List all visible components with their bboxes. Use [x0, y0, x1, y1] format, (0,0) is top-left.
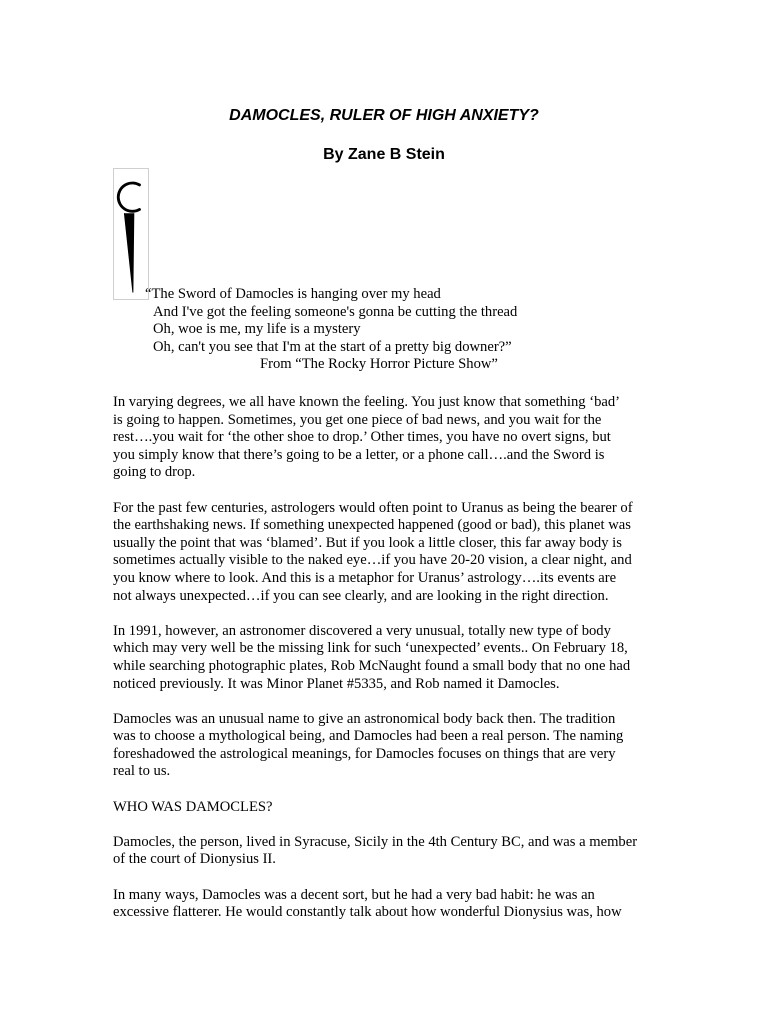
section-heading-text: WHO WAS DAMOCLES?: [113, 798, 273, 815]
text-line: real to us.: [113, 763, 171, 780]
text-line: Damocles, the person, lived in Syracuse, Sicily in the 4th Century BC, and was a member: [113, 833, 638, 850]
text-line: Damocles was an unusual name to give an astronomical body back then. The tradition: [113, 710, 616, 727]
song-quote: [145, 286, 517, 374]
section-heading: [113, 799, 658, 817]
quote-line: Oh, woe is me, my life is a mystery: [153, 321, 361, 338]
author-byline: By Zane B Stein: [323, 146, 445, 163]
paragraph-discovery: [113, 623, 658, 693]
quote-source: From “The Rocky Horror Picture Show”: [260, 356, 498, 373]
text-line: which may very well be the missing link for such ‘unexpected’ events.. On February 18,: [113, 640, 628, 657]
text-line: rest….you wait for ‘the other shoe to drop.’ Other times, you have no overt signs, but: [113, 429, 611, 446]
text-line: of the court of Dionysius II.: [113, 851, 276, 868]
text-line: sometimes actually visible to the naked eye…if you have 20-20 vision, a clear night, and: [113, 552, 632, 569]
text-line: going to drop.: [113, 464, 196, 481]
paragraph-uranus: [113, 500, 658, 606]
quote-line: And I've got the feeling someone's gonna be cutting the thread: [153, 303, 518, 320]
text-line: is going to happen. Sometimes, you get one piece of bad news, and you wait for the: [113, 411, 602, 428]
text-line: For the past few centuries, astrologers would often point to Uranus as being the bearer of: [113, 499, 633, 516]
text-line: foreshadowed the astrological meanings, for Damocles focuses on things that are very: [113, 745, 616, 762]
quote-line: “The Sword of Damocles is hanging over my head: [145, 286, 441, 302]
quote-line: Oh, can't you see that I'm at the start of a pretty big downer?”: [153, 338, 512, 355]
document-title: DAMOCLES, RULER OF HIGH ANXIETY?: [229, 107, 539, 124]
text-line: In many ways, Damocles was a decent sort, but he had a very bad habit: he was an: [113, 886, 595, 903]
text-line: not always unexpected…if you can see clearly, and are looking in the right direction.: [113, 587, 609, 604]
text-line: you know where to look. And this is a metaphor for Uranus’ astrology….its events are: [113, 569, 617, 586]
text-line: you simply know that there’s going to be a letter, or a phone call….and the Sword is: [113, 446, 605, 463]
text-line: the earthshaking news. If something unexpected happened (good or bad), this planet was: [113, 517, 631, 534]
paragraph-person: [113, 834, 658, 869]
text-line: In 1991, however, an astronomer discovered a very unusual, totally new type of body: [113, 622, 611, 639]
text-line: excessive flatterer. He would constantly talk about how wonderful Dionysius was, how: [113, 904, 622, 921]
damocles-glyph-icon: [113, 168, 149, 300]
text-line: was to choose a mythological being, and Damocles had been a real person. The naming: [113, 728, 624, 745]
text-line: usually the point that was ‘blamed’. But if you look a little closer, this far away body is: [113, 534, 622, 551]
text-line: noticed previously. It was Minor Planet #5335, and Rob named it Damocles.: [113, 675, 560, 692]
text-line: In varying degrees, we all have known the feeling. You just know that something ‘bad’: [113, 394, 621, 410]
paragraph-flatterer: [113, 887, 658, 922]
paragraph-naming: [113, 711, 658, 781]
article-body: [113, 394, 658, 939]
text-line: while searching photographic plates, Rob McNaught found a small body that no one had: [113, 657, 631, 674]
paragraph-intro: [113, 394, 658, 482]
